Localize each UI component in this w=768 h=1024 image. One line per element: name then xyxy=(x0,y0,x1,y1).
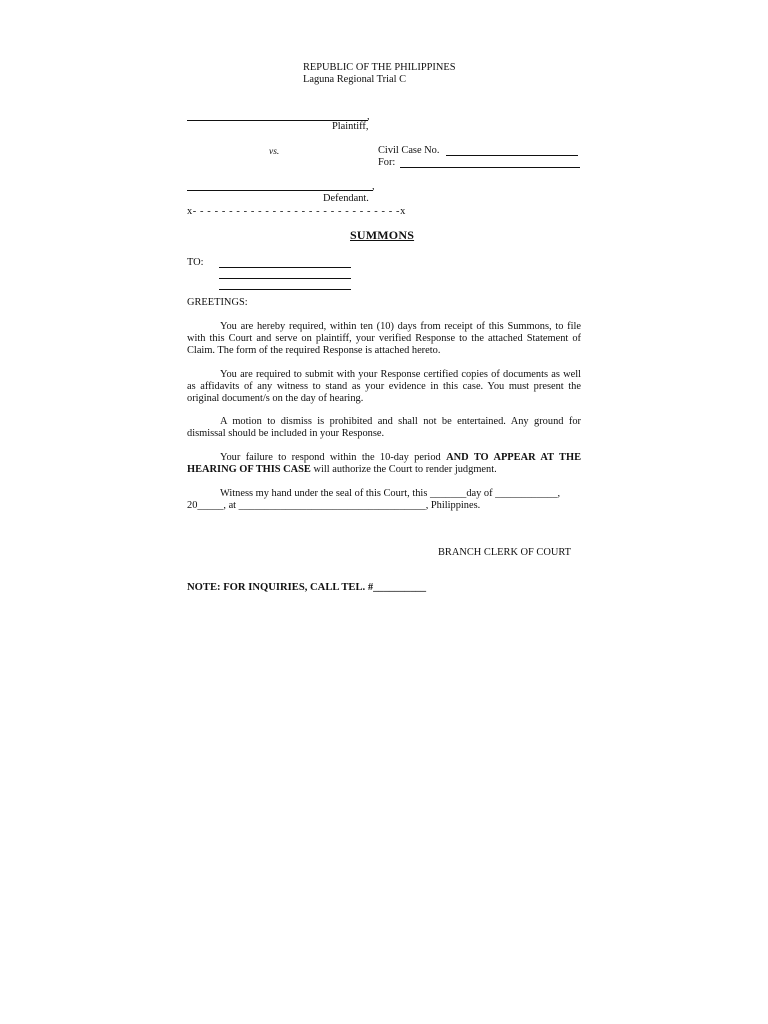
civil-case-label: Civil Case No. xyxy=(378,145,440,156)
paragraph-4-text-start: Your failure to respond within the 10-day period xyxy=(220,452,447,463)
paragraph-4-text-end: will authorize the Court to render judgment. xyxy=(310,464,497,475)
paragraph-4-text-bold: AND TO APPEAR AT THE HEARING OF THIS CASE xyxy=(187,452,581,475)
plaintiff-comma: , xyxy=(367,111,370,122)
paragraph-3-text: A motion to dismiss is prohibited and shall not be entertained. Any ground for dismissal should be included in your Response. xyxy=(187,416,581,439)
defendant-label: Defendant. xyxy=(323,193,369,204)
addressee-line-3 xyxy=(219,289,351,290)
civil-case-number-blank xyxy=(446,155,578,156)
witness-line-2: 20_____, at ____________________________________, Philippines. xyxy=(187,500,481,511)
paragraph-evidence-requirement xyxy=(187,369,581,405)
inquiries-note: NOTE: FOR INQUIRIES, CALL TEL. #__________ xyxy=(187,582,427,593)
signature-branch-clerk: BRANCH CLERK OF COURT xyxy=(438,547,572,558)
case-for-blank xyxy=(400,167,580,168)
paragraph-motion-to-dismiss xyxy=(187,416,581,440)
defendant-name-blank xyxy=(187,190,373,191)
greetings-label: GREETINGS: xyxy=(187,297,248,308)
case-for-label: For: xyxy=(378,157,396,168)
court-header-line1: REPUBLIC OF THE PHILIPPINES xyxy=(303,62,456,73)
paragraph-1-text: You are hereby required, within ten (10) days from receipt of this Summons, to file with this Court and serve on plaintiff, your verified Response to the attached Statement of Claim. The form of the required Response is attached hereto. xyxy=(187,321,581,356)
addressee-line-1 xyxy=(219,267,351,268)
defendant-comma: , xyxy=(372,181,375,192)
paragraph-failure-to-respond xyxy=(187,452,581,476)
addressee-to-label: TO: xyxy=(187,257,204,268)
plaintiff-label: Plaintiff, xyxy=(332,121,369,132)
caption-separator: x- - - - - - - - - - - - - - - - - - - - - - - - - - - - -x xyxy=(187,206,406,217)
witness-line-1: Witness my hand under the seal of this Court, this _______day of ____________, xyxy=(220,488,561,499)
addressee-line-2 xyxy=(219,278,351,279)
paragraph-response-requirement xyxy=(187,321,581,357)
court-header-line2: Laguna Regional Trial C xyxy=(303,74,407,85)
paragraph-2-text: You are required to submit with your Response certified copies of documents as well as affidavits of any witness to stand as your evidence in this case. You must present the original document/s on the day of hearing. xyxy=(187,369,581,404)
versus-label: vs. xyxy=(269,147,280,157)
document-title: SUMMONS xyxy=(350,228,415,242)
